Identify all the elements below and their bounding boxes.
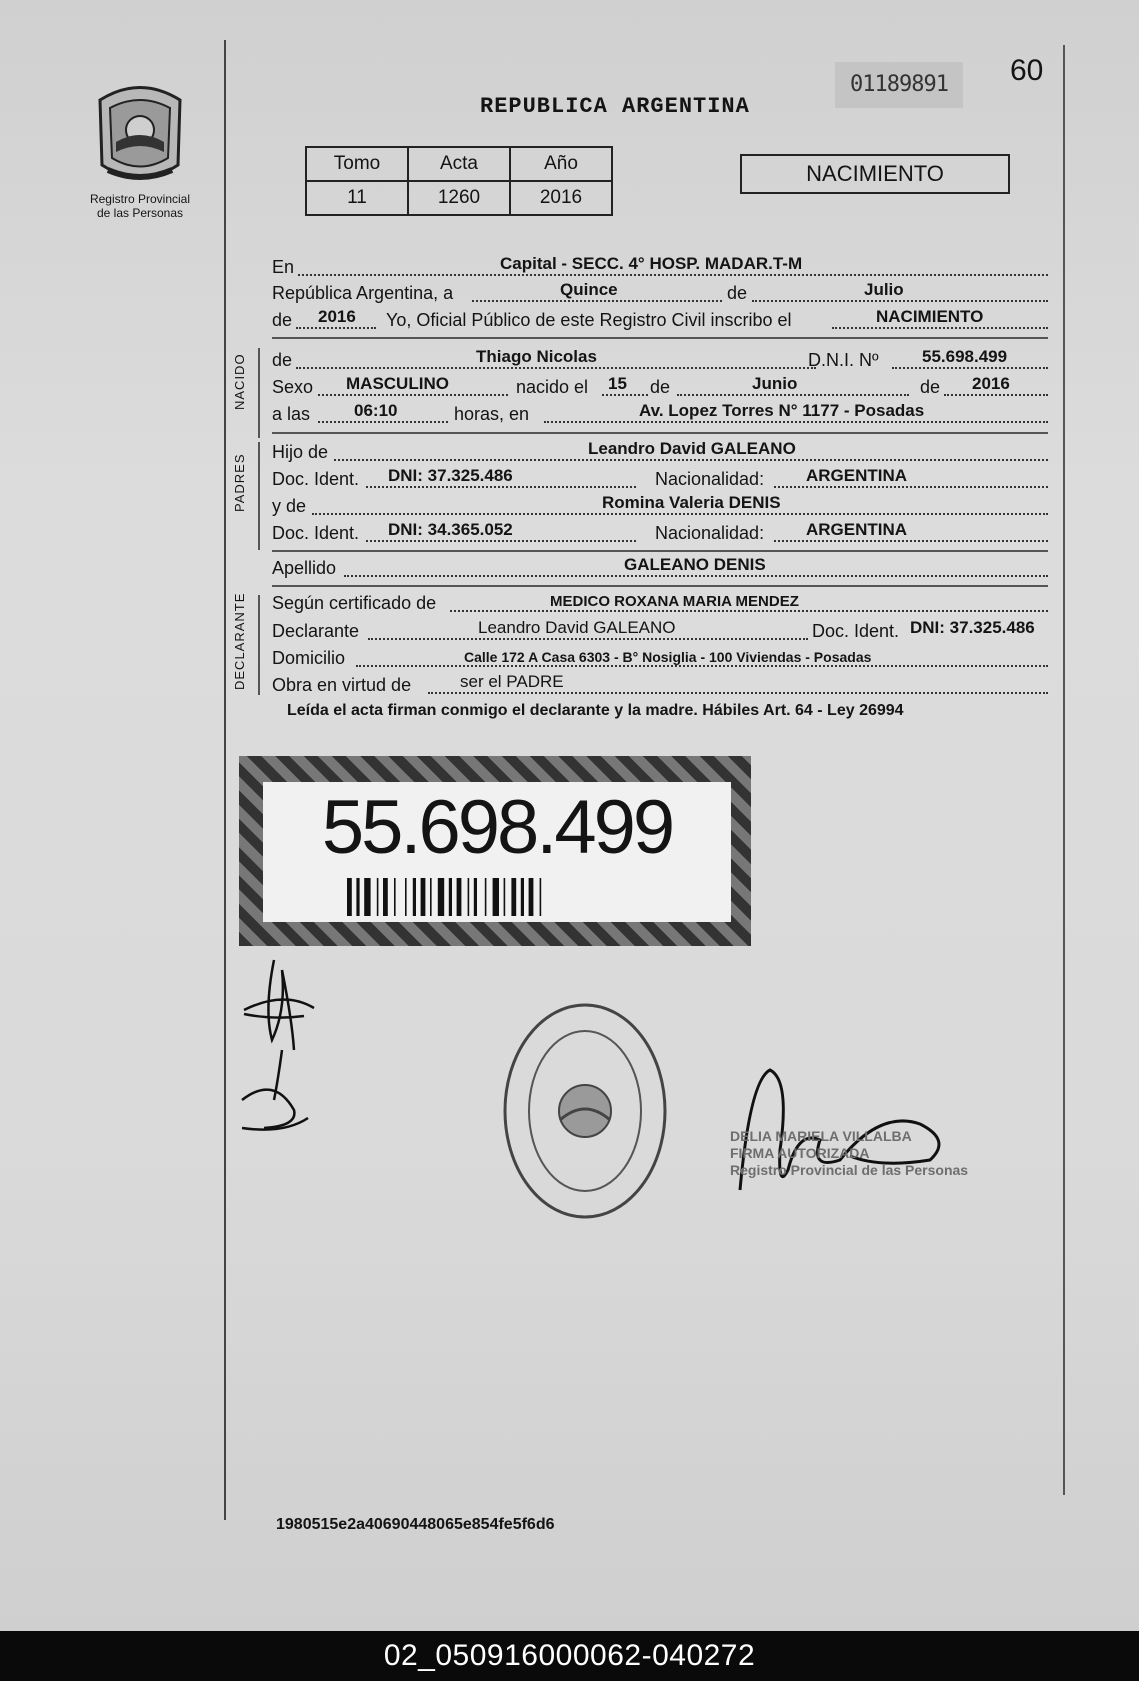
domicilio-row	[272, 643, 1048, 671]
barcode	[347, 878, 647, 916]
domicilio-value: Calle 172 A Casa 6303 - B° Nosiglia - 100 Viviendas - Posadas	[464, 649, 872, 665]
hijo-de-label: Hijo de	[272, 442, 329, 462]
footer-code: 02_050916000062-040272	[0, 1631, 1139, 1681]
dni-label: D.N.I. Nº	[808, 350, 879, 370]
father-doc: DNI: 37.325.486	[388, 466, 513, 485]
section-label-nacido: NACIDO	[232, 353, 247, 410]
barcode-bar	[511, 878, 516, 916]
sticker-number: 55.698.499	[321, 785, 673, 870]
declarante-doc-label: Doc. Ident.	[812, 621, 900, 641]
barcode-bar	[413, 878, 416, 916]
registry-header-acta: Acta	[408, 147, 510, 181]
sexo-label: Sexo	[272, 377, 314, 397]
declarante-label: Declarante	[272, 621, 360, 641]
declarante-row	[272, 616, 1048, 644]
republica-label: República Argentina, a	[272, 283, 454, 303]
father-nac-label: Nacionalidad:	[655, 469, 765, 489]
logo-caption-line2: de las Personas	[96, 206, 184, 220]
registry-header-tomo: Tomo	[306, 147, 408, 181]
barcode-bar	[405, 878, 407, 916]
mother-nac-label: Nacionalidad:	[655, 523, 765, 543]
barcode-bar	[356, 878, 359, 916]
child-name: Thiago Nicolas	[476, 347, 597, 366]
de-year-label: de	[272, 310, 293, 330]
barcode-bar	[383, 878, 388, 916]
logo-caption	[70, 192, 210, 220]
dni-sticker	[239, 756, 751, 946]
left-margin-line	[224, 40, 226, 1520]
document-title: REPUBLICA ARGENTINA	[480, 94, 750, 119]
official-stamp-line3: Registro Provincial de las Personas	[730, 1162, 969, 1178]
mother-doc-label: Doc. Ident.	[272, 523, 360, 543]
barcode-bar	[394, 878, 396, 916]
father-doc-label: Doc. Ident.	[272, 469, 360, 489]
barcode-bar	[377, 878, 379, 916]
inscription-value: NACIMIENTO	[876, 307, 984, 326]
serial-number: 01189891	[835, 62, 963, 108]
barcode-bar	[474, 878, 477, 916]
right-margin-line	[1063, 45, 1065, 1495]
certificado-value: MEDICO ROXANA MARIA MENDEZ	[550, 593, 799, 610]
document-hash: 1980515e2a40690448065e854fe5f6d6	[276, 1516, 555, 1533]
barcode-bar	[540, 878, 542, 916]
nacido-el-label: nacido el	[516, 377, 589, 397]
mother-doc-row	[272, 518, 1048, 546]
child-dni: 55.698.499	[922, 347, 1008, 366]
barcode-bar	[521, 878, 524, 916]
nacido-name-row	[272, 345, 1048, 373]
declarante-name: Leandro David GALEANO	[478, 618, 676, 637]
official-text: Yo, Oficial Público de este Registro Civil inscribo el	[386, 310, 792, 330]
official-stamp-text	[730, 1128, 968, 1179]
place-value: Capital - SECC. 4° HOSP. MADAR.T-M	[500, 254, 803, 273]
mother-nationality: ARGENTINA	[806, 520, 908, 539]
delegation-stamp	[500, 1000, 670, 1222]
mother-row	[272, 491, 1048, 519]
birth-time: 06:10	[354, 401, 398, 420]
barcode-bar	[529, 878, 534, 916]
sticker-label	[263, 782, 731, 922]
page-number: 60	[1010, 54, 1044, 87]
registry-header-ano: Año	[510, 147, 612, 181]
declarante-doc: DNI: 37.325.486	[910, 618, 1035, 637]
nacido-de-label: de	[272, 350, 293, 370]
y-de-label: y de	[272, 496, 307, 516]
official-stamp-line2: FIRMA AUTORIZADA	[730, 1145, 870, 1161]
father-row	[272, 437, 1048, 465]
time-place-row	[272, 399, 1048, 427]
horas-label: horas, en	[454, 404, 530, 424]
official-row	[272, 305, 1048, 333]
certificado-label: Según certificado de	[272, 593, 437, 613]
closing-note: Leída el acta firman conmigo el declarante y la madre. Hábiles Art. 64 - Ley 26994	[287, 702, 904, 719]
father-doc-row	[272, 464, 1048, 492]
barcode-bar	[364, 878, 370, 916]
logo-caption-line1: Registro Provincial	[89, 192, 191, 206]
obra-label: Obra en virtud de	[272, 675, 412, 695]
sexo-value: MASCULINO	[346, 374, 449, 393]
barcode-bar	[493, 878, 499, 916]
barcode-bar	[468, 878, 470, 916]
barcode-bar	[449, 878, 452, 916]
barcode-bar	[485, 878, 487, 916]
birth-place: Av. Lopez Torres N° 1177 - Posadas	[639, 401, 925, 420]
en-label: En	[272, 257, 295, 277]
apellido-value: GALEANO DENIS	[624, 555, 766, 574]
date-row	[272, 278, 1048, 306]
barcode-bar	[438, 878, 444, 916]
de-label: de	[727, 283, 748, 303]
registry-table	[305, 146, 613, 216]
official-stamp-line1: DELIA MARIELA VILLALBA	[730, 1128, 912, 1144]
father-nationality: ARGENTINA	[806, 466, 908, 485]
apellido-row	[272, 553, 1048, 581]
barcode-bar	[504, 878, 506, 916]
registry-value-tomo: 11	[306, 181, 408, 215]
birth-day: 15	[608, 374, 627, 393]
month-value: Julio	[864, 280, 904, 299]
registry-value-ano: 2016	[510, 181, 612, 215]
barcode-bar	[457, 878, 462, 916]
sexo-row	[272, 372, 1048, 400]
year-value: 2016	[318, 307, 356, 326]
day-value: Quince	[560, 280, 618, 299]
obra-value: ser el PADRE	[460, 672, 564, 691]
father-name: Leandro David GALEANO	[588, 439, 796, 458]
birth-month: Junio	[752, 374, 798, 393]
section-label-padres: PADRES	[232, 453, 247, 512]
signature-left	[234, 950, 324, 1140]
place-row	[272, 252, 1048, 280]
barcode-bar	[347, 878, 352, 916]
barcode-bar	[430, 878, 432, 916]
apellido-label: Apellido	[272, 558, 337, 578]
certificado-row	[272, 588, 1048, 616]
barcode-bar	[421, 878, 426, 916]
section-label-declarante: DECLARANTE	[232, 592, 247, 690]
de-label2: de	[650, 377, 671, 397]
domicilio-label: Domicilio	[272, 648, 346, 668]
province-seal-logo	[90, 80, 190, 190]
de-label3: de	[920, 377, 941, 397]
obra-row	[272, 670, 1048, 698]
mother-doc: DNI: 34.365.052	[388, 520, 513, 539]
mother-name: Romina Valeria DENIS	[602, 493, 781, 512]
a-las-label: a las	[272, 404, 311, 424]
document-type-box: NACIMIENTO	[740, 154, 1010, 194]
registry-value-acta: 1260	[408, 181, 510, 215]
birth-year: 2016	[972, 374, 1010, 393]
